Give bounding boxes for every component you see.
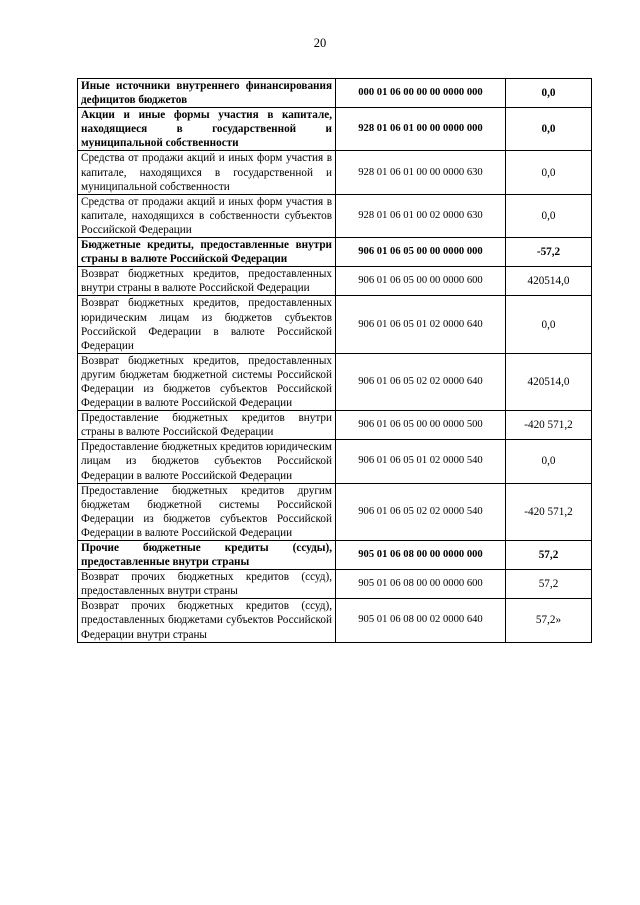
row-code: 906 01 06 05 02 02 0000 640 xyxy=(336,353,506,410)
table-row xyxy=(78,541,592,570)
row-amount: 0,0 xyxy=(506,296,592,353)
row-code: 906 01 06 05 02 02 0000 540 xyxy=(336,483,506,540)
row-name: Средства от продажи акций и иных форм участия в капитале, находящихся в государственной и муниципальной собственности xyxy=(78,151,336,194)
table-row xyxy=(78,411,592,440)
row-code: 906 01 06 05 00 00 0000 000 xyxy=(336,238,506,267)
table-row xyxy=(78,238,592,267)
table-row xyxy=(78,108,592,151)
row-name: Средства от продажи акций и иных форм участия в капитале, находящихся в собственности субъектов Российской Федерации xyxy=(78,194,336,237)
table-row xyxy=(78,194,592,237)
row-name: Возврат прочих бюджетных кредитов (ссуд), предоставленных бюджетами субъектов Российской Федерации внутри страны xyxy=(78,599,336,642)
row-amount: 0,0 xyxy=(506,440,592,483)
table-row xyxy=(78,353,592,410)
row-code: 928 01 06 01 00 00 0000 000 xyxy=(336,108,506,151)
page-number: 20 xyxy=(313,36,327,50)
row-name: Предоставление бюджетных кредитов юридическим лицам из бюджетов субъектов Российской Федерации в валюте Российской Федерации xyxy=(78,440,336,483)
row-code: 906 01 06 05 00 00 0000 500 xyxy=(336,411,506,440)
row-name: Прочие бюджетные кредиты (ссуды), предоставленные внутри страны xyxy=(78,541,336,570)
row-amount: -420 571,2 xyxy=(506,483,592,540)
row-amount: 0,0 xyxy=(506,151,592,194)
row-amount: 0,0 xyxy=(506,108,592,151)
row-amount: -420 571,2 xyxy=(506,411,592,440)
row-name: Бюджетные кредиты, предоставленные внутри страны в валюте Российской Федерации xyxy=(78,238,336,267)
row-name: Возврат прочих бюджетных кредитов (ссуд), предоставленных внутри страны xyxy=(78,570,336,599)
budget-sources-table xyxy=(77,78,592,643)
row-amount: 57,2 xyxy=(506,541,592,570)
row-amount: 420514,0 xyxy=(506,267,592,296)
row-name: Предоставление бюджетных кредитов другим бюджетам бюджетной системы Российской Федерации из бюджетов субъектов Российской Федерации в валюте Российской Федерации xyxy=(78,483,336,540)
row-amount: 0,0 xyxy=(506,79,592,108)
row-amount: 57,2 xyxy=(506,570,592,599)
row-name: Возврат бюджетных кредитов, предоставленных внутри страны в валюте Российской Федерации xyxy=(78,267,336,296)
row-amount: 0,0 xyxy=(506,194,592,237)
table-row xyxy=(78,440,592,483)
row-code: 905 01 06 08 00 00 0000 000 xyxy=(336,541,506,570)
table-row xyxy=(78,151,592,194)
row-code: 905 01 06 08 00 02 0000 640 xyxy=(336,599,506,642)
row-amount: -57,2 xyxy=(506,238,592,267)
row-name: Предоставление бюджетных кредитов внутри страны в валюте Российской Федерации xyxy=(78,411,336,440)
row-name: Акции и иные формы участия в капитале, находящиеся в государственной и муниципальной собственности xyxy=(78,108,336,151)
row-name: Возврат бюджетных кредитов, предоставленных юридическим лицам из бюджетов субъектов Российской Федерации в валюте Российской Федерации xyxy=(78,296,336,353)
table-row xyxy=(78,79,592,108)
row-code: 905 01 06 08 00 00 0000 600 xyxy=(336,570,506,599)
table-row xyxy=(78,599,592,642)
row-code: 906 01 06 05 01 02 0000 640 xyxy=(336,296,506,353)
row-code: 928 01 06 01 00 00 0000 630 xyxy=(336,151,506,194)
row-name: Возврат бюджетных кредитов, предоставленных другим бюджетам бюджетной системы Российской Федерации из бюджетов субъектов Российской Федерации в валюте Российской Федерации xyxy=(78,353,336,410)
table-row xyxy=(78,483,592,540)
row-name: Иные источники внутреннего финансирования дефицитов бюджетов xyxy=(78,79,336,108)
row-code: 000 01 06 00 00 00 0000 000 xyxy=(336,79,506,108)
row-code: 906 01 06 05 00 00 0000 600 xyxy=(336,267,506,296)
row-code: 928 01 06 01 00 02 0000 630 xyxy=(336,194,506,237)
row-amount: 420514,0 xyxy=(506,353,592,410)
table-row xyxy=(78,267,592,296)
table-row xyxy=(78,296,592,353)
row-amount: 57,2» xyxy=(506,599,592,642)
table-row xyxy=(78,570,592,599)
row-code: 906 01 06 05 01 02 0000 540 xyxy=(336,440,506,483)
